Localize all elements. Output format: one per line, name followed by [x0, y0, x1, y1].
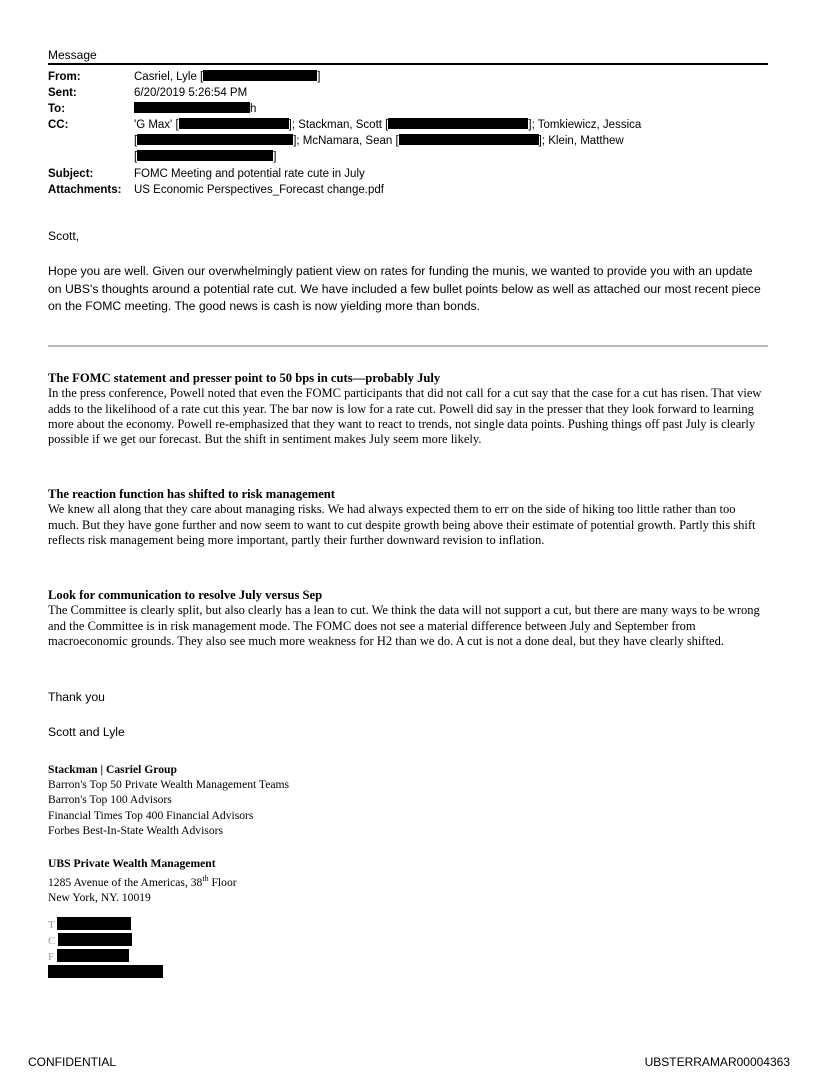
award-line: Financial Times Top 400 Financial Advisors: [48, 808, 254, 822]
to-value: [134, 101, 256, 117]
cc-text: ]; Klein, Matthew: [538, 135, 624, 147]
cc-text: [: [134, 135, 138, 147]
section-heading: The FOMC statement and presser point to 50 bps in cuts—probably July: [48, 371, 441, 385]
from-name: Casriel, Lyle [: [134, 71, 204, 83]
cc-value: [134, 149, 276, 165]
section-heading: The reaction function has shifted to risk management: [48, 487, 335, 501]
section-fomc: [48, 371, 768, 447]
footer-confidential: CONFIDENTIAL: [28, 1055, 117, 1069]
firm-signature: [48, 856, 237, 906]
cc-value: [134, 133, 624, 149]
attachments-row: [48, 182, 384, 198]
redaction-block: [137, 150, 273, 161]
section-communication: [48, 588, 768, 649]
to-key: To:: [48, 103, 66, 115]
redaction-block: [203, 70, 317, 81]
intro-paragraph: Hope you are well. Given our overwhelmingly patient view on rates for funding the munis, we wanted to provide you with an update on UBS's thoughts around a potential rate cut. We have included a few bullet points below as well as attached our most recent piece on the FOMC meeting. The good news is cash is now yielding more than bonds.: [48, 264, 761, 313]
award-line: Barron's Top 50 Private Wealth Management Teams: [48, 778, 290, 792]
redaction-block: [57, 917, 131, 930]
award-line: Forbes Best-In-State Wealth Advisors: [48, 823, 223, 837]
closing: Thank you: [48, 690, 105, 704]
subject-row: [48, 166, 365, 182]
from-row: [48, 69, 320, 85]
address-sup: th: [202, 874, 209, 884]
cc-text: 'G Max' [: [134, 119, 179, 131]
attachment-link[interactable]: US Economic Perspectives_Forecast change.pdf: [134, 184, 384, 196]
cc-key: CC:: [48, 119, 69, 131]
greeting: Scott,: [48, 229, 80, 243]
contact-label: T: [48, 919, 55, 931]
contact-label: C: [48, 935, 56, 947]
redaction-block: [137, 134, 293, 145]
sign-names: Scott and Lyle: [48, 725, 125, 739]
header-divider: [48, 63, 768, 65]
from-value: [134, 69, 320, 85]
section-reaction: [48, 487, 768, 548]
redaction-block: [179, 118, 289, 129]
team-name: Stackman | Casriel Group: [48, 763, 177, 776]
address-line-1: [48, 871, 237, 890]
fax-row: [48, 949, 129, 965]
cell-row: [48, 933, 132, 949]
body-divider: [48, 345, 768, 347]
firm-name: UBS Private Wealth Management: [48, 857, 216, 870]
cc-text: [: [134, 151, 138, 163]
award-line: Barron's Top 100 Advisors: [48, 793, 172, 807]
cc-row-2: [48, 133, 624, 149]
redaction-block: [48, 965, 163, 978]
sent-key: Sent:: [48, 87, 77, 99]
to-row: [48, 101, 256, 117]
address-text: 1285 Avenue of the Americas, 38: [48, 876, 203, 890]
section-text: In the press conference, Powell noted that even the FOMC participants that did not call for a cut say that the case for a cut has risen. That view adds to the likelihood of a rate cut this year. The bar now is low for a rate cut. Powell did say in the presser that they look forward to learning more about the economy. Powell re-emphasized that they want to react to trends, not single data points. Pushing things off past July is clearly possible if we get our forecast. But the shift in sentiment makes July seem more likely.: [48, 386, 762, 447]
sent-row: [48, 85, 247, 101]
redaction-block: [388, 118, 528, 129]
subject-key: Subject:: [48, 168, 94, 180]
section-text: The Committee is clearly split, but also clearly has a lean to cut. We think the data will not support a cut, but there are many ways to be wrong and the Committee is in risk management mode. The FOMC does not see a material difference between July and September from macroeconomic grounds. They also see much more weakness for H2 than we do. A cut is not a done deal, but they have clearly shifted.: [48, 603, 760, 648]
cc-text: ]; McNamara, Sean [: [293, 135, 399, 147]
address-text: Floor: [208, 876, 237, 890]
redaction-block: [399, 134, 539, 145]
redaction-block: [134, 102, 250, 113]
cc-value: [134, 117, 641, 133]
address-line-2: New York, NY. 10019: [48, 891, 151, 905]
subject-value: FOMC Meeting and potential rate cute in July: [134, 168, 365, 180]
redaction-block: [58, 933, 132, 946]
attachments-key: Attachments:: [48, 184, 122, 196]
cc-text: ]; Stackman, Scott [: [288, 119, 389, 131]
cc-text: ]; Tomkiewicz, Jessica: [528, 119, 642, 131]
to-trail: h: [250, 103, 257, 115]
team-signature: [48, 762, 289, 838]
redaction-block: [57, 949, 129, 962]
cc-text: ]: [273, 151, 277, 163]
sent-value: 6/20/2019 5:26:54 PM: [134, 87, 248, 99]
from-key: From:: [48, 71, 81, 83]
from-close: ]: [317, 71, 321, 83]
section-heading: Look for communication to resolve July versus Sep: [48, 588, 323, 602]
section-text: We knew all along that they care about managing risks. We had always expected them to err on the side of hiking too little rather than too much. But they have gone further and now seem to want to cut despite growth being above their estimate of potential growth. Partly this shift reflects risk management being more important, partly their further downward revision to inflation.: [48, 502, 756, 547]
contact-label: F: [48, 951, 55, 963]
phone-row: [48, 917, 131, 933]
cc-row-3: [48, 149, 276, 165]
cc-row: [48, 117, 641, 133]
message-label: Message: [48, 48, 97, 62]
footer-bates-number: UBSTERRAMAR00004363: [644, 1055, 790, 1069]
